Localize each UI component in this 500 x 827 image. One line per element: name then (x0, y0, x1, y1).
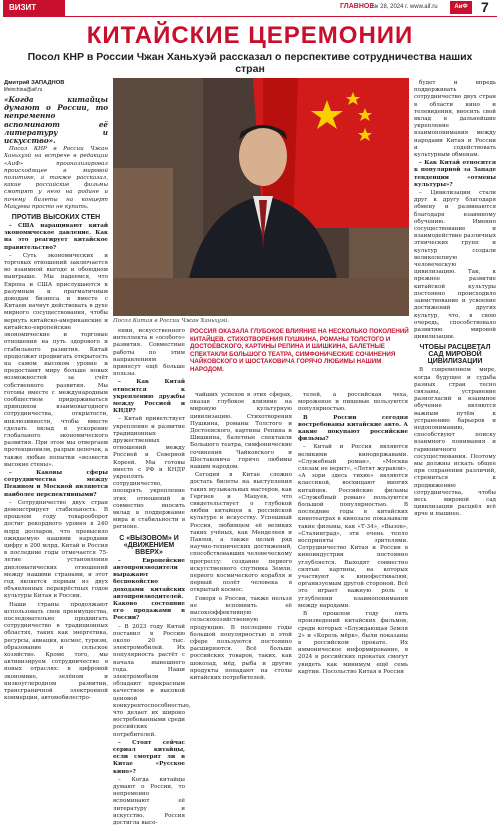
question-4: – Европейские автопроизводители выражают беспокойство доходами китайских автопроизводителей. Каково состояние его продажами в России? (113, 557, 185, 622)
ambassador-photo (113, 78, 409, 316)
answer-5c-continued: телей, а российская чеха, мороженое и пищевые пользуются популярностью. (298, 392, 408, 413)
question-5: – Стоят сейчас сериал китайцы, если смотрят ли в Китае «Русское кино»? (113, 739, 185, 775)
question-2: – Каковы сферы сотрудничества между Пекином и Москвой являются наиболее перспективными? (4, 469, 108, 498)
question-cinema: В России сегодня востребованы китайские авто. А какие покупают российские фильмы? (298, 414, 408, 443)
rubric-label: ВИЗИТ (3, 0, 65, 16)
section-label: ГЛАВНОЕ (340, 3, 374, 10)
publication-logo: АиФ (450, 1, 472, 14)
author-name: Дмитрий ЗАПАДНОВ (4, 80, 65, 86)
author-email: lifeinchina@aif.ru (4, 87, 43, 93)
answer-5: – Когда китайцы думают о России, то непременно вспоминают её литературу и искусство. Россия достигла высо- (113, 776, 185, 826)
page-number: 7 (481, 0, 489, 15)
section-heading-1: ПРОТИВ ВЫСОКИХ СТЕН (11, 214, 101, 222)
column-2 (113, 328, 191, 826)
column-1 (4, 80, 109, 702)
section-heading-2: С «ВЫЗОВОМ» И «ДВИЖЕНИЕМ ВВЕРХ» (119, 534, 179, 556)
answer-5b: Сегодня в Китае сложно достать билеты на выступления таких музыкальных мастеров, как Гергиев и Мацуев, что свидетельствует о глубокой любви китайцев к российской культуре и искусству. Успешный Россия, любимцем её великих таких учёных, как Менделеев и Павлов, а также целый ряд научно-технических достижений, способствовавших человеческому прогрессу: создание первого искусственного спутника Земли, первого космического корабля и первый полёт человека в открытый космос. (190, 472, 292, 594)
column-4 (298, 392, 408, 675)
answer-3: – Китай приветствует укрепление и развитие традиционных дружественных отношений между Россией и Северной Кореей. Мы готовы вместе с РФ и КНДР укреплять сотрудничество, поощрять укрепление этих отношений и совместно вносить вклад в поддержание мира и стабильности в регионе. (113, 416, 185, 531)
pull-quote: РОССИЯ ОКАЗАЛА ГЛУБОКОЕ ВЛИЯНИЕ НА НЕСКОЛЬКО ПОКОЛЕНИЙ КИТАЙЦЕВ. СТИХОТВОРЕНИЯ ПУШКИНА, РОМАНЫ ТОЛСТОГО И ДОСТОЕВСКОГО, КАРТИНЫ РЕПИНА И ШИШКИНА, БАЛЕТНЫЕ СПЕКТАКЛИ БОЛЬШОГО ТЕАТРА, СИМФОНИЧЕСКИЕ СОЧИНЕНИЯ ЧАЙКОВСКОГО И ШОСТАКОВИЧА ГОРЯЧО ЛЮБИМЫ НАШИМ НАРОДОМ. (190, 328, 409, 373)
question-1: – США наращивают китай экономическое давление. Как на это реагирует китайское правительство? (4, 223, 108, 251)
answer-4: – В 2023 году Китай поставил в Россию около 20 тыс. электромобилей. Их популярность растёт с начала нынешнего года. Наши электромобили обладают прекрасным качеством и высокой ценовой конкурентоспособностью, что делает их широко востребованными среди российских потребителей. (113, 623, 191, 738)
answer-5c: Говоря о России, также нельзя не вспомнить её высокоэффективную сельскохозяйственную продукцию. В последние годы большой популярностью в этой сфере пользуются постоянно расширяются. Всё больше российских товаров, таких, как шоколад, мёд, рыба и другие продукты попадают на столы китайских потребителей. (190, 595, 292, 681)
answer-6: – Цивилизации стали друг к другу благодаря обмену и развиваются благодаря взаимному обучению. Именно сосуществование и взаимодействие различных этнических групп и культур создали великолепную человеческую цивилизацию. Так, к прежнее развитие китайской культуры постоянно происходило заимствование и усвоение достижений других культур, что, в свою очередь, способствовало развитию мировой цивилизации. (414, 190, 496, 341)
answer-cinema-b: В прошлом году пять произведений китайских фильмов, среди которых «Блуждающая Земля 2» и «Король мёрв», были показаны в российском прокате. Их иммоническое информирование, в 2024 в российских прокатах смогут увидеть как минимум ещё семь картин. Посольство Китая в России (298, 611, 408, 675)
answer-2b: Наши страны продолжают использовать свои преимущества, последовательно продвигать сотрудничество в традиционных областях, таких как энергетика, ресурсы, авиация, космос, туризм, образование и сельское хозяйство. Кроме того, мы активизируем сотрудничество в новых отраслях: в цифровой экономике, зелёном и низкоуглеродном развитии, трансграничной электронной коммерции, автомобилестро- (4, 601, 108, 702)
column-3 (190, 392, 292, 681)
intro-paragraph: Посол КНР в России Чжан Ханьхуэй на встрече в редакции «АиФ» проанализировал происходящее в мировой политике, а также рассказал, какие российские фильмы смотрят у него на родине и почему билеты на концерт Мацуева просто не купить. (4, 146, 108, 210)
answer-cinema-continued: будет и впредь поддерживать сотрудничество двух стран в области кино и телевидения, вносить свой вклад в дальнейшие укрепление взаимопонимания между народами Китая и России и содействовать культурным обменам. (414, 80, 496, 159)
page-header (0, 0, 500, 16)
answer-2-continued: ении, искусственного интеллекта и «особого» развития. Совместные работы по этим направлениям принесут ещё больше пользы. (113, 328, 185, 378)
question-3: – Как Китай относится к укреплению дружбы между Россией и КНДР? (113, 379, 185, 415)
photo-illustration (113, 78, 409, 316)
answer-1: – Суть экономических и торговых отношений заключается во взаимной выгоде и обоюдном выигрыше. Мы надеемся, что Европа и США прислушаются к разумным и прагматичным доводам бизнеса и вместе с Китаем начнут действовать в духе мирного сосуществования, чтобы вернуть китайско-американские и китайско-европейские экономические и торговые отношения на путь здорового и стабильного развития. Китай продолжит продвигать открытость на самом высоком уровне и предоставит миру больше новых возможностей за счёт собственного развития. Мы готовы вместе с международным сообществом придерживаться принципов взаимовыгодного сотрудничества, открытости, инклюзивности, чтобы вместе сделать вклад в ускорение глобального экономического развития. При этом мы отвергаем протекционизм, разрыв цепочек, а также любые попытки «возвести высокие стены». (4, 252, 109, 468)
section-heading-3: ЧТОБЫ РАСЦВЕТАЛ САД МИРОВОЙ ЦИВИЛИЗАЦИИ (419, 344, 491, 366)
answer-cinema: – Китай и Россия являются великими кинодержавами. «Служебный роман», «Москва слезам не верит», «Летят журавли», «А зори здесь тихие» являются классикой, восхищают многих китайцев. Российские фильмы «Служебный роман» пользуются большой популярностью. В последние годы в китайских кинотеатрах в кинозале показывали такие фильмы, как «Т-34», «Вызов», «Сталинград», эти очень тепло восприняты зрителями. Сотрудничество Китая и России в киноиндустрии постоянно углубляется. Выходят совместно снятые картины, на которых участвуют к кинофестивалям, организуемым другой стороной. Всё это играет важную роль в углублении взаимопонимания между народами. (298, 444, 408, 609)
issue-info: № 28, 2024 г. www.aif.ru (372, 4, 438, 10)
photo-caption: Посол Китая в России Чжан Ханьхуэй. (113, 318, 230, 324)
answer-5-continued: чайших успехов в этих сферах, оказав глубокое влияние на мировую культурную цивилизацию. Стихотворения Пушкина, романы Толстого и Достоевского, картины Репина и Шишкина, балетные спектакли Большого театра, симфонические сочинения Чайковского и Шостаковича горячо любимы нашим народом. (190, 392, 292, 471)
answer-6b: В современном мире, когда будущее и судьба разных стран тесно связаны, устранение разногласий и взаимное обучение являются важным путём к устранению барьеров и недопониманию, способствуют поиску взаимного понимания и гармоничного сосуществования. Поэтому мы должны искать общее при сохранении различий, стремиться к продвижению сотрудничества, чтобы весь мировой сад цивилизации расцвёл всё ярче и пышнее. (414, 367, 496, 518)
answer-2: – Сотрудничество двух стран демонстрирует стабильность. В прошлом году товарооборот достиг рекордного уровня в 240 млрд долларов, что превысило ожидаемую нашими народами цифру в 200 млрд. Китай и Россия в последние годы отмечается 75-летие установления дипломатических отношений между нашими странами, и этот год является первым из двух объявленных перекрёстных годов культуры Китая и России. (4, 499, 108, 600)
article-subtitle: Посол КНР в России Чжан Ханьхуэй рассказал о перспективе сотрудничества наших стран (27, 51, 473, 75)
question-6: – Как Китай относится к популярной за Западе тенденции «отмены культуры»? (414, 160, 496, 188)
header-rule (3, 16, 497, 17)
column-5 (414, 80, 496, 652)
lead-quote: «Когда китайцы думают о России, то непременно вспоминают её литературу и искусство». (4, 95, 108, 146)
article-title: КИТАЙСКИЕ ЦЕРЕМОНИИ (86, 22, 414, 49)
